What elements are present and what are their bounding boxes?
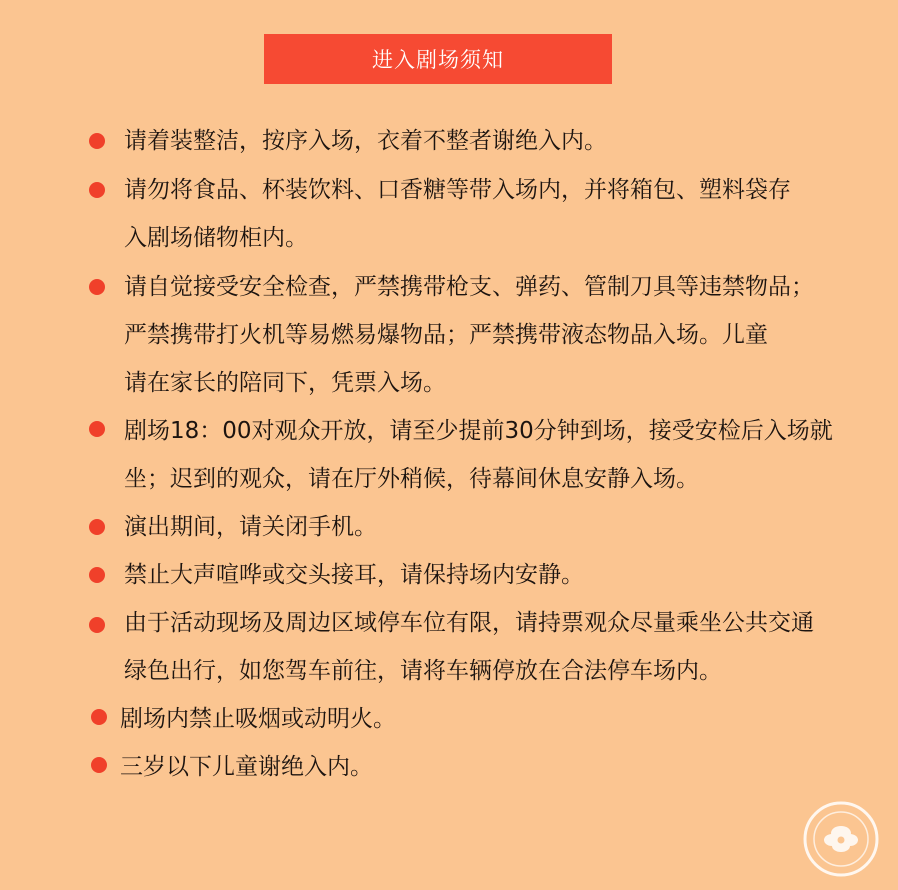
peony-seal-logo-icon bbox=[802, 800, 880, 878]
bullet-icon bbox=[89, 567, 105, 583]
bullet-icon bbox=[91, 757, 107, 773]
bullet-icon bbox=[89, 617, 105, 633]
rule-line: 入剧场储物柜内。 bbox=[124, 225, 308, 251]
rule-line: 请勿将食品、杯装饮料、口香糖等带入场内，并将箱包、塑料袋存 bbox=[124, 177, 791, 203]
bullet-icon bbox=[89, 279, 105, 295]
rule-line: 请着装整洁，按序入场，衣着不整者谢绝入内。 bbox=[124, 128, 607, 154]
notice-title: 进入剧场须知 bbox=[264, 34, 612, 84]
rule-line: 剧场内禁止吸烟或动明火。 bbox=[120, 706, 396, 732]
bullet-icon bbox=[91, 709, 107, 725]
rule-line: 演出期间，请关闭手机。 bbox=[124, 514, 377, 540]
rule-line: 剧场18：00对观众开放，请至少提前30分钟到场，接受安检后入场就 bbox=[124, 418, 833, 444]
bullet-icon bbox=[89, 133, 105, 149]
rule-line: 严禁携带打火机等易燃易爆物品；严禁携带液态物品入场。儿童 bbox=[124, 322, 768, 348]
bullet-icon bbox=[89, 421, 105, 437]
rule-line: 请在家长的陪同下，凭票入场。 bbox=[124, 370, 446, 396]
bullet-icon bbox=[89, 519, 105, 535]
rule-line: 三岁以下儿童谢绝入内。 bbox=[120, 754, 373, 780]
rule-line: 请自觉接受安全检查，严禁携带枪支、弹药、管制刀具等违禁物品； bbox=[124, 274, 814, 300]
rule-line: 坐；迟到的观众，请在厅外稍候，待幕间休息安静入场。 bbox=[124, 466, 699, 492]
bullet-icon bbox=[89, 182, 105, 198]
rule-line: 禁止大声喧哗或交头接耳，请保持场内安静。 bbox=[124, 562, 584, 588]
rule-line: 绿色出行，如您驾车前往，请将车辆停放在合法停车场内。 bbox=[124, 658, 722, 684]
rule-line: 由于活动现场及周边区域停车位有限，请持票观众尽量乘坐公共交通 bbox=[124, 610, 814, 636]
